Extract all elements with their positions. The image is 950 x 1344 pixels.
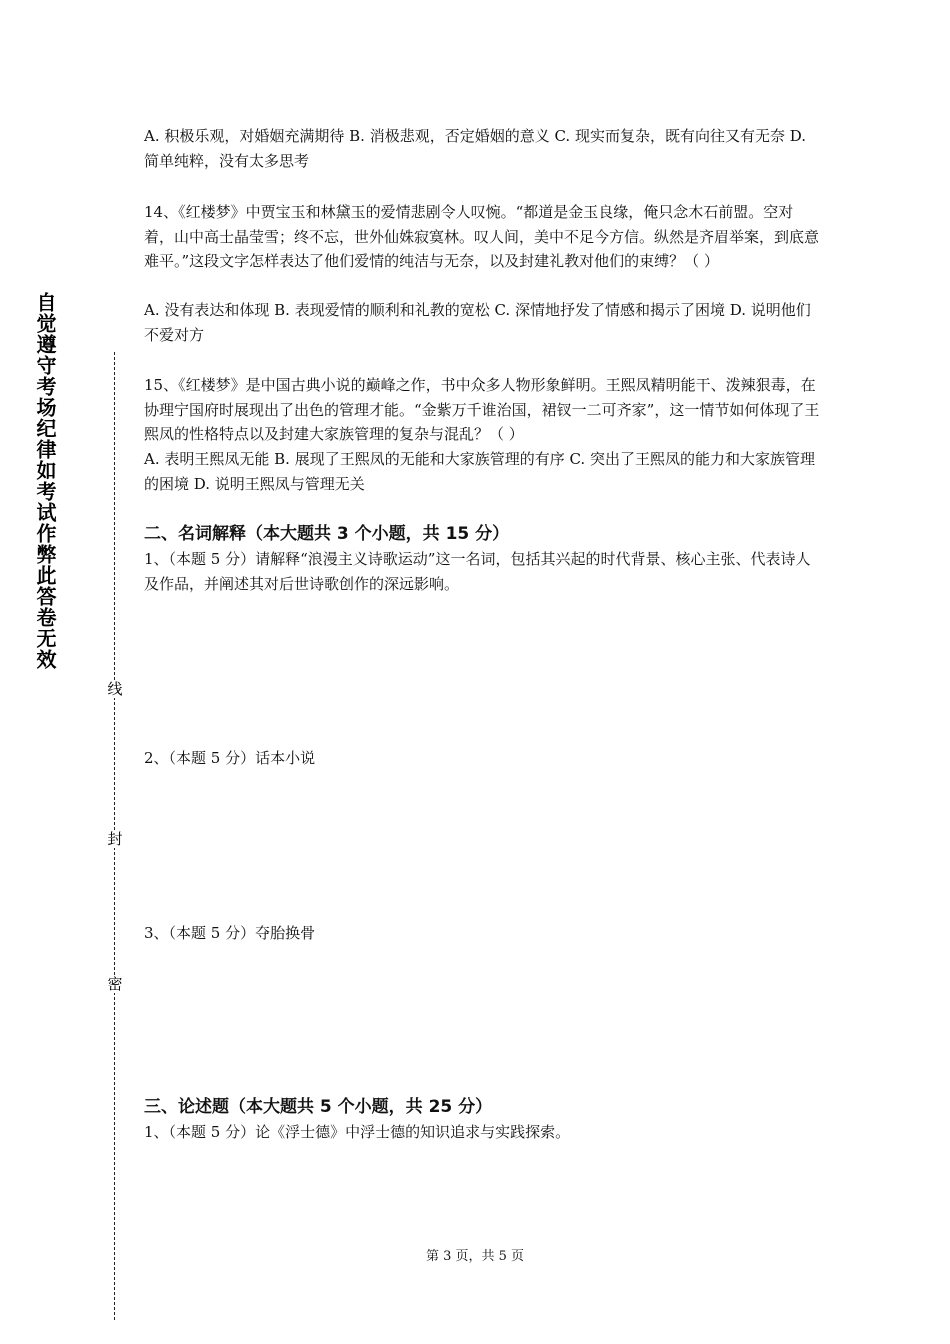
q15-stem: 15、《红楼梦》是中国古典小说的巅峰之作，书中众多人物形象鲜明。王熙凤精明能干、泼辣狠毒，在协理宁国府时展现出了出色的管理才能。“金紫万千谁治国，裙钗一二可齐家”，这一情节如何体现了王熙凤的性格特点以及封建大家族管理的复杂与混乱？（ ） bbox=[144, 376, 820, 443]
exam-discipline-notice: 自觉遵守考场纪律如考试作弊此答卷无效 bbox=[33, 292, 57, 670]
q13-options: A. 积极乐观，对婚姻充满期待 B. 消极悲观，否定婚姻的意义 C. 现实而复杂，既有向往又有无奈 D. 简单纯粹，没有太多思考 bbox=[144, 127, 806, 170]
q14-options: A. 没有表达和体现 B. 表现爱情的顺利和礼教的宽松 C. 深情地抒发了情感和揭示了困境 D. 说明他们不爱对方 bbox=[144, 301, 811, 344]
binding-mark-feng: 封 bbox=[107, 830, 123, 848]
binding-mark-xian: 线 bbox=[107, 680, 123, 698]
binding-mark-mi: 密 bbox=[107, 975, 123, 993]
q15-options: A. 表明王熙凤无能 B. 展现了王熙凤的无能和大家族管理的有序 C. 突出了王熙凤的能力和大家族管理的困境 D. 说明王熙凤与管理无关 bbox=[144, 450, 815, 493]
section2-item-1: 1、（本题 5 分）请解释“浪漫主义诗歌运动”这一名词，包括其兴起的时代背景、核心主张、代表诗人及作品，并阐述其对后世诗歌创作的深远影响。 bbox=[144, 550, 811, 593]
section2-item-2: 2、（本题 5 分）话本小说 bbox=[144, 749, 316, 767]
page-number: 第 3 页，共 5 页 bbox=[425, 1249, 525, 1264]
section2-title: 二、名词解释（本大题共 3 个小题，共 15 分） bbox=[144, 524, 510, 544]
section3-title: 三、论述题（本大题共 5 个小题，共 25 分） bbox=[144, 1097, 493, 1117]
section2-item-3: 3、（本题 5 分）夺胎换骨 bbox=[144, 924, 316, 942]
section3-item-1: 1、（本题 5 分）论《浮士德》中浮士德的知识追求与实践探索。 bbox=[144, 1123, 571, 1141]
q14-stem: 14、《红楼梦》中贾宝玉和林黛玉的爱情悲剧令人叹惋。“都道是金玉良缘，俺只念木石前盟。空对着，山中高士晶莹雪；终不忘，世外仙姝寂寞林。叹人间，美中不足今方信。纵然是齐眉举案，到底意难平。”这段文字怎样表达了他们爱情的纯洁与无奈，以及封建礼教对他们的束缚？（ ） bbox=[144, 203, 820, 270]
